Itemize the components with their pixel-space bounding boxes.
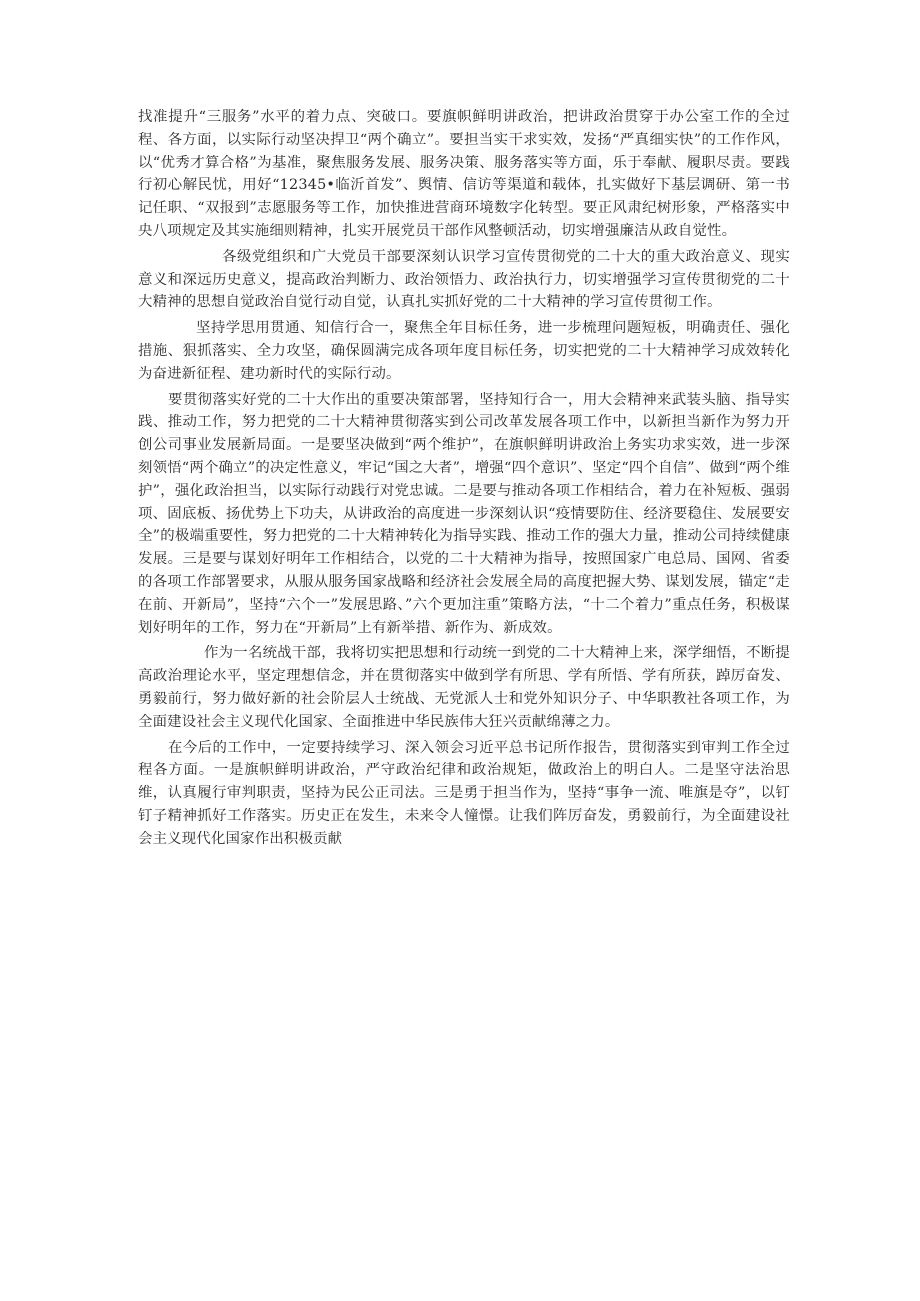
paragraph-3: 坚持学思用贯通、知信行合一，聚焦全年目标任务，进一步梳理问题短板，明确责任、强化措施、狠抓落实、全力攻坚，确保圆满完成各项年度目标任务，切实把党的二十大精神学习成效转化为奋进新征程、建功新时代的实际行动。 — [138, 320, 790, 382]
document-body — [138, 106, 790, 854]
paragraph-6: 在今后的工作中，一定要持续学习、深入领会习近平总书记所作报告，贯彻落实到审判工作全过程各方面。一是旗帜鲜明讲政治，严守政治纪律和政治规矩，做政治上的明白人。二是坚守法治思维，认真履行审判职责，坚持为民公正司法。三是勇于担当作为，坚持“事争一流、唯旗是夺”，以钉钉子精神抓好工作落实。历史正在发生，未来令人憧憬。让我们阵厉奋发，勇毅前行，为全面建设社会主义现代化国家作出积极贡献 — [138, 739, 790, 847]
paragraph-5: 作为一名统战干部，我将切实把思想和行动统一到党的二十大精神上来，深学细悟，不断提高政治理论水平，坚定理想信念，并在贯彻落实中做到学有所思、学有所悟、学有所获，踔厉奋发、勇毅前行，努力做好新的社会阶层人士统战、无党派人士和党外知识分子、中华职教社各项工作，为全面建设社会主义现代化国家、全面推进中华民族伟大狂兴贡献绵薄之力。 — [138, 645, 790, 730]
paragraph-4: 要贯彻落实好党的二十大作出的重要决策部署，坚持知行合一，用大会精神来武装头脑、指导实践、推动工作，努力把党的二十大精神贯彻落实到公司改革发展各项工作中，以新担当新作为努力开创公司事业发展新局面。一是要坚决做到“两个维护”，在旗帜鲜明讲政治上务实功求实效，进一步深刻领悟“两个确立”的决定性意义，牢记“国之大者”，增强“四个意识”、坚定“四个自信”、做到“两个维护”，强化政治担当，以实际行动践行对党忠诚。二是要与推动各项工作相结合，着力在补短板、强弱项、固底板、扬优势上下功夫，从讲政治的高度进一步深刻认识“疫情要防住、经济要稳住、发展要安全”的极端重要性，努力把党的二十大精神转化为指导实践、推动工作的强大力量，推动公司持续健康发展。三是要与谋划好明年工作相结合，以党的二十大精神为指导，按照国家广电总局、国网、省委的各项工作部署要求，从服从服务国家战略和经济社会发展全局的高度把握大势、谋划发展，锚定“走在前、开新局”，坚持“六个一”发展思路、”六个更加注重”策略方法，“十二个着力”重点任务，积极谋划好明年的工作，努力在“开新局”上有新举措、新作为、新成效。 — [138, 391, 790, 636]
paragraph-1: 找准提升“三服务”水平的着力点、突破口。要旗帜鲜明讲政治，把讲政治贯穿于办公室工作的全过程、各方面，以实际行动坚决捍卫“两个确立”。要担当实干求实效，发扬“严真细实快”的工作作风，以“优秀才算合格”为基准，聚焦服务发展、服务决策、服务落实等方面，乐于奉献、履职尽责。要践行初心解民忧，用好“12345•临沂首发”、舆情、信访等渠道和载体，扎实做好下基层调研、第一书记任职、“双报到”志愿服务等工作，加快推进营商环境数字化转型。要正风肃纪树形象，严格落实中央八项规定及其实施细则精神，扎实开展党员干部作风整顿活动，切实增强廉洁从政自觉性。 — [138, 109, 790, 239]
paragraph-2: 各级党组织和广大党员干部要深刻认识学习宣传贯彻党的二十大的重大政治意义、现实意义和深远历史意义，提高政治判断力、政治领悟力、政治执行力，切实增强学习宣传贯彻党的二十大精神的思想自觉政治自觉行动自觉，认真扎实抓好党的二十大精神的学习宣传贯彻工作。 — [138, 248, 790, 311]
